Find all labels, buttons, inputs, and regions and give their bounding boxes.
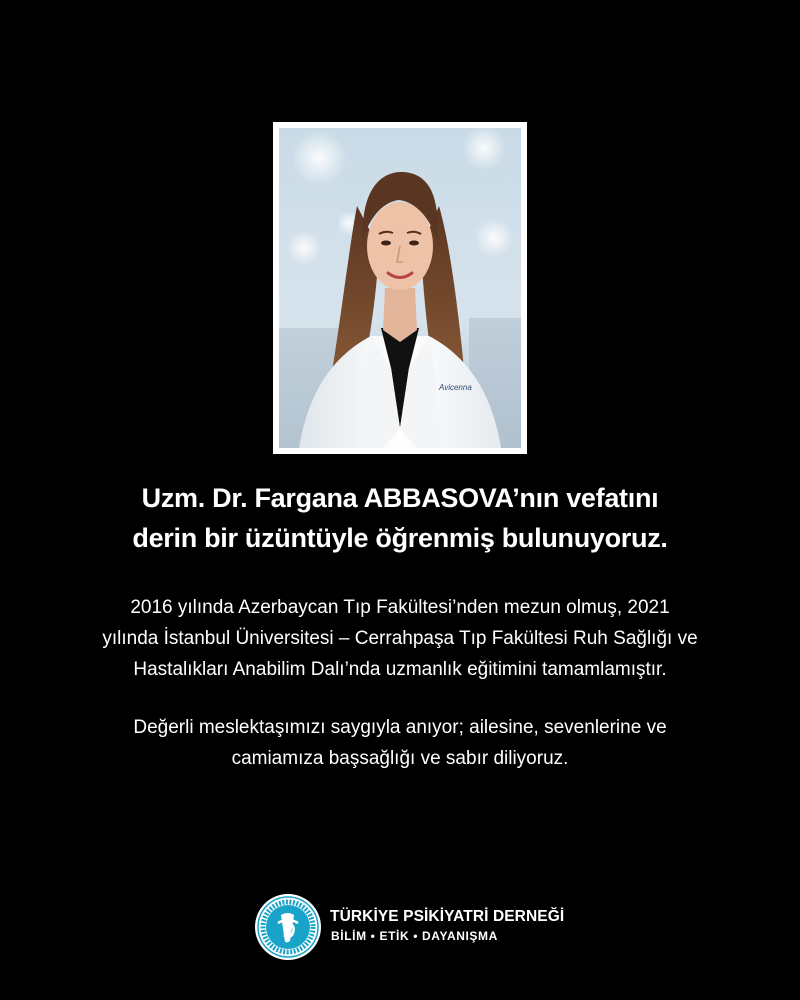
tagline-word-1: BİLİM — [331, 929, 367, 943]
portrait-frame — [273, 122, 527, 454]
condolence-line-1: Değerli meslektaşımızı saygıyla anıyor; ailesine, sevenlerine ve — [133, 717, 667, 738]
psychiatric-association-seal-icon — [254, 893, 322, 961]
organization-tagline — [331, 929, 498, 943]
headline-line-1: Uzm. Dr. Fargana ABBASOVA’nın vefatını — [141, 483, 659, 513]
bio-line-1: 2016 yılında Azerbaycan Tıp Fakültesi’nden mezun olmuş, 2021 — [130, 597, 670, 618]
coat-badge: Avicenna — [439, 383, 472, 392]
tagline-separator: • — [370, 929, 376, 943]
bio-paragraph — [40, 592, 760, 685]
condolence-paragraph — [40, 712, 760, 774]
headline-line-2: derin bir üzüntüyle öğrenmiş bulunuyoruz. — [132, 523, 668, 553]
organization-name: TÜRKİYE PSİKİYATRİ DERNEĞİ — [330, 908, 565, 925]
portrait-photo — [279, 128, 521, 448]
tagline-separator: • — [413, 929, 419, 943]
condolence-line-2: camiamıza başsağlığı ve sabır diliyoruz. — [231, 748, 569, 769]
bio-line-2: yılında İstanbul Üniversitesi – Cerrahpaşa Tıp Fakültesi Ruh Sağlığı ve — [102, 628, 698, 649]
headline — [40, 478, 760, 558]
tagline-word-2: ETİK — [379, 929, 410, 943]
organization-footer — [254, 893, 565, 961]
tagline-word-3: DAYANIŞMA — [422, 929, 498, 943]
bio-line-3: Hastalıkları Anabilim Dalı’nda uzmanlık eğitimini tamamlamıştır. — [133, 659, 667, 680]
